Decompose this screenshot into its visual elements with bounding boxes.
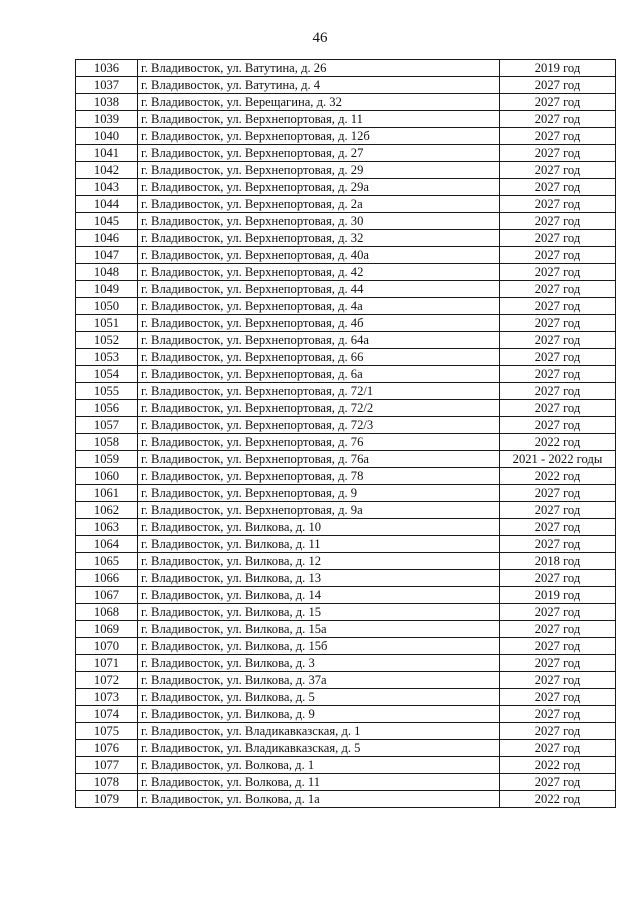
year-cell: 2027 год — [500, 383, 616, 400]
table-row — [76, 672, 616, 689]
year-cell: 2027 год — [500, 196, 616, 213]
address-cell: г. Владивосток, ул. Волкова, д. 11 — [138, 774, 500, 791]
row-number-cell: 1077 — [76, 757, 138, 774]
row-number-cell: 1038 — [76, 94, 138, 111]
address-cell: г. Владивосток, ул. Верхнепортовая, д. 4б — [138, 315, 500, 332]
table-row — [76, 196, 616, 213]
year-cell: 2019 год — [500, 60, 616, 77]
table-row — [76, 400, 616, 417]
row-number-cell: 1048 — [76, 264, 138, 281]
row-number-cell: 1036 — [76, 60, 138, 77]
table-row — [76, 111, 616, 128]
row-number-cell: 1073 — [76, 689, 138, 706]
address-cell: г. Владивосток, ул. Вилкова, д. 13 — [138, 570, 500, 587]
table-row — [76, 468, 616, 485]
row-number-cell: 1054 — [76, 366, 138, 383]
row-number-cell: 1063 — [76, 519, 138, 536]
year-cell: 2022 год — [500, 434, 616, 451]
year-cell: 2027 год — [500, 111, 616, 128]
table-row — [76, 179, 616, 196]
table-row — [76, 332, 616, 349]
table-row — [76, 570, 616, 587]
table-row — [76, 145, 616, 162]
row-number-cell: 1052 — [76, 332, 138, 349]
table-row — [76, 587, 616, 604]
year-cell: 2027 год — [500, 145, 616, 162]
table-row — [76, 247, 616, 264]
address-cell: г. Владивосток, ул. Верхнепортовая, д. 76 — [138, 434, 500, 451]
year-cell: 2027 год — [500, 162, 616, 179]
row-number-cell: 1055 — [76, 383, 138, 400]
row-number-cell: 1072 — [76, 672, 138, 689]
row-number-cell: 1045 — [76, 213, 138, 230]
address-cell: г. Владивосток, ул. Верхнепортовая, д. 76а — [138, 451, 500, 468]
table-row — [76, 94, 616, 111]
row-number-cell: 1076 — [76, 740, 138, 757]
row-number-cell: 1062 — [76, 502, 138, 519]
address-cell: г. Владивосток, ул. Вилкова, д. 11 — [138, 536, 500, 553]
table-row — [76, 655, 616, 672]
year-cell: 2027 год — [500, 213, 616, 230]
address-cell: г. Владивосток, ул. Верхнепортовая, д. 6а — [138, 366, 500, 383]
address-cell: г. Владивосток, ул. Верхнепортовая, д. 27 — [138, 145, 500, 162]
row-number-cell: 1053 — [76, 349, 138, 366]
table-row — [76, 638, 616, 655]
address-cell: г. Владивосток, ул. Ватутина, д. 4 — [138, 77, 500, 94]
row-number-cell: 1060 — [76, 468, 138, 485]
year-cell: 2027 год — [500, 179, 616, 196]
address-cell: г. Владивосток, ул. Вилкова, д. 3 — [138, 655, 500, 672]
row-number-cell: 1059 — [76, 451, 138, 468]
table-row — [76, 77, 616, 94]
table-row — [76, 315, 616, 332]
year-cell: 2027 год — [500, 740, 616, 757]
year-cell: 2019 год — [500, 587, 616, 604]
address-cell: г. Владивосток, ул. Верхнепортовая, д. 40а — [138, 247, 500, 264]
table-row — [76, 553, 616, 570]
address-cell: г. Владивосток, ул. Верхнепортовая, д. 4а — [138, 298, 500, 315]
row-number-cell: 1037 — [76, 77, 138, 94]
address-cell: г. Владивосток, ул. Верхнепортовая, д. 29а — [138, 179, 500, 196]
row-number-cell: 1043 — [76, 179, 138, 196]
row-number-cell: 1061 — [76, 485, 138, 502]
row-number-cell: 1057 — [76, 417, 138, 434]
row-number-cell: 1064 — [76, 536, 138, 553]
year-cell: 2027 год — [500, 774, 616, 791]
year-cell: 2027 год — [500, 655, 616, 672]
address-cell: г. Владивосток, ул. Вилкова, д. 12 — [138, 553, 500, 570]
address-cell: г. Владивосток, ул. Владикавказская, д. 5 — [138, 740, 500, 757]
table-row — [76, 502, 616, 519]
table-row — [76, 230, 616, 247]
row-number-cell: 1042 — [76, 162, 138, 179]
address-cell: г. Владивосток, ул. Верхнепортовая, д. 9а — [138, 502, 500, 519]
table-row — [76, 349, 616, 366]
address-cell: г. Владивосток, ул. Верхнепортовая, д. 78 — [138, 468, 500, 485]
year-cell: 2027 год — [500, 519, 616, 536]
year-cell: 2027 год — [500, 417, 616, 434]
table-row — [76, 264, 616, 281]
table-row — [76, 417, 616, 434]
address-cell: г. Владивосток, ул. Вилкова, д. 15б — [138, 638, 500, 655]
address-cell: г. Владивосток, ул. Верхнепортовая, д. 72/1 — [138, 383, 500, 400]
address-cell: г. Владивосток, ул. Вилкова, д. 15а — [138, 621, 500, 638]
address-cell: г. Владивосток, ул. Верхнепортовая, д. 72/3 — [138, 417, 500, 434]
table-row — [76, 621, 616, 638]
row-number-cell: 1049 — [76, 281, 138, 298]
address-cell: г. Владивосток, ул. Волкова, д. 1 — [138, 757, 500, 774]
row-number-cell: 1066 — [76, 570, 138, 587]
year-cell: 2027 год — [500, 298, 616, 315]
address-cell: г. Владивосток, ул. Вилкова, д. 10 — [138, 519, 500, 536]
address-cell: г. Владивосток, ул. Верхнепортовая, д. 66 — [138, 349, 500, 366]
table-row — [76, 740, 616, 757]
year-cell: 2027 год — [500, 723, 616, 740]
table-row — [76, 757, 616, 774]
row-number-cell: 1069 — [76, 621, 138, 638]
table-row — [76, 298, 616, 315]
year-cell: 2021 - 2022 годы — [500, 451, 616, 468]
year-cell: 2027 год — [500, 689, 616, 706]
row-number-cell: 1044 — [76, 196, 138, 213]
address-cell: г. Владивосток, ул. Верхнепортовая, д. 64а — [138, 332, 500, 349]
table-body — [76, 60, 616, 808]
address-cell: г. Владивосток, ул. Верхнепортовая, д. 30 — [138, 213, 500, 230]
address-schedule-table — [75, 59, 616, 808]
table-row — [76, 485, 616, 502]
row-number-cell: 1051 — [76, 315, 138, 332]
address-cell: г. Владивосток, ул. Верхнепортовая, д. 29 — [138, 162, 500, 179]
year-cell: 2027 год — [500, 604, 616, 621]
address-cell: г. Владивосток, ул. Вилкова, д. 5 — [138, 689, 500, 706]
year-cell: 2027 год — [500, 128, 616, 145]
address-cell: г. Владивосток, ул. Вилкова, д. 9 — [138, 706, 500, 723]
table-row — [76, 213, 616, 230]
row-number-cell: 1056 — [76, 400, 138, 417]
year-cell: 2027 год — [500, 315, 616, 332]
row-number-cell: 1067 — [76, 587, 138, 604]
year-cell: 2027 год — [500, 400, 616, 417]
table-row — [76, 689, 616, 706]
row-number-cell: 1040 — [76, 128, 138, 145]
row-number-cell: 1039 — [76, 111, 138, 128]
address-cell: г. Владивосток, ул. Вилкова, д. 14 — [138, 587, 500, 604]
table-row — [76, 604, 616, 621]
address-cell: г. Владивосток, ул. Верещагина, д. 32 — [138, 94, 500, 111]
year-cell: 2022 год — [500, 757, 616, 774]
address-cell: г. Владивосток, ул. Владикавказская, д. 1 — [138, 723, 500, 740]
table-row — [76, 451, 616, 468]
year-cell: 2027 год — [500, 638, 616, 655]
table-row — [76, 536, 616, 553]
row-number-cell: 1070 — [76, 638, 138, 655]
year-cell: 2027 год — [500, 332, 616, 349]
address-cell: г. Владивосток, ул. Верхнепортовая, д. 2а — [138, 196, 500, 213]
address-cell: г. Владивосток, ул. Верхнепортовая, д. 32 — [138, 230, 500, 247]
year-cell: 2027 год — [500, 706, 616, 723]
year-cell: 2022 год — [500, 791, 616, 808]
year-cell: 2027 год — [500, 621, 616, 638]
row-number-cell: 1047 — [76, 247, 138, 264]
row-number-cell: 1041 — [76, 145, 138, 162]
year-cell: 2018 год — [500, 553, 616, 570]
row-number-cell: 1071 — [76, 655, 138, 672]
year-cell: 2027 год — [500, 94, 616, 111]
address-cell: г. Владивосток, ул. Вилкова, д. 15 — [138, 604, 500, 621]
address-cell: г. Владивосток, ул. Верхнепортовая, д. 9 — [138, 485, 500, 502]
table-row — [76, 366, 616, 383]
address-cell: г. Владивосток, ул. Верхнепортовая, д. 42 — [138, 264, 500, 281]
address-cell: г. Владивосток, ул. Верхнепортовая, д. 12б — [138, 128, 500, 145]
year-cell: 2027 год — [500, 230, 616, 247]
row-number-cell: 1078 — [76, 774, 138, 791]
row-number-cell: 1079 — [76, 791, 138, 808]
year-cell: 2027 год — [500, 502, 616, 519]
year-cell: 2027 год — [500, 77, 616, 94]
year-cell: 2027 год — [500, 536, 616, 553]
table-row — [76, 128, 616, 145]
year-cell: 2022 год — [500, 468, 616, 485]
address-cell: г. Владивосток, ул. Ватутина, д. 26 — [138, 60, 500, 77]
page-number: 46 — [312, 30, 328, 46]
table-row — [76, 774, 616, 791]
table-row — [76, 434, 616, 451]
address-cell: г. Владивосток, ул. Вилкова, д. 37а — [138, 672, 500, 689]
table-row — [76, 281, 616, 298]
year-cell: 2027 год — [500, 281, 616, 298]
table-row — [76, 60, 616, 77]
year-cell: 2027 год — [500, 349, 616, 366]
address-cell: г. Владивосток, ул. Верхнепортовая, д. 11 — [138, 111, 500, 128]
year-cell: 2027 год — [500, 264, 616, 281]
row-number-cell: 1046 — [76, 230, 138, 247]
table-row — [76, 706, 616, 723]
row-number-cell: 1075 — [76, 723, 138, 740]
address-cell: г. Владивосток, ул. Верхнепортовая, д. 44 — [138, 281, 500, 298]
row-number-cell: 1068 — [76, 604, 138, 621]
address-cell: г. Владивосток, ул. Волкова, д. 1а — [138, 791, 500, 808]
row-number-cell: 1058 — [76, 434, 138, 451]
table-row — [76, 383, 616, 400]
table-row — [76, 162, 616, 179]
year-cell: 2027 год — [500, 485, 616, 502]
table-row — [76, 519, 616, 536]
table-row — [76, 791, 616, 808]
year-cell: 2027 год — [500, 672, 616, 689]
table-row — [76, 723, 616, 740]
row-number-cell: 1050 — [76, 298, 138, 315]
row-number-cell: 1074 — [76, 706, 138, 723]
address-cell: г. Владивосток, ул. Верхнепортовая, д. 72/2 — [138, 400, 500, 417]
year-cell: 2027 год — [500, 366, 616, 383]
row-number-cell: 1065 — [76, 553, 138, 570]
year-cell: 2027 год — [500, 570, 616, 587]
year-cell: 2027 год — [500, 247, 616, 264]
